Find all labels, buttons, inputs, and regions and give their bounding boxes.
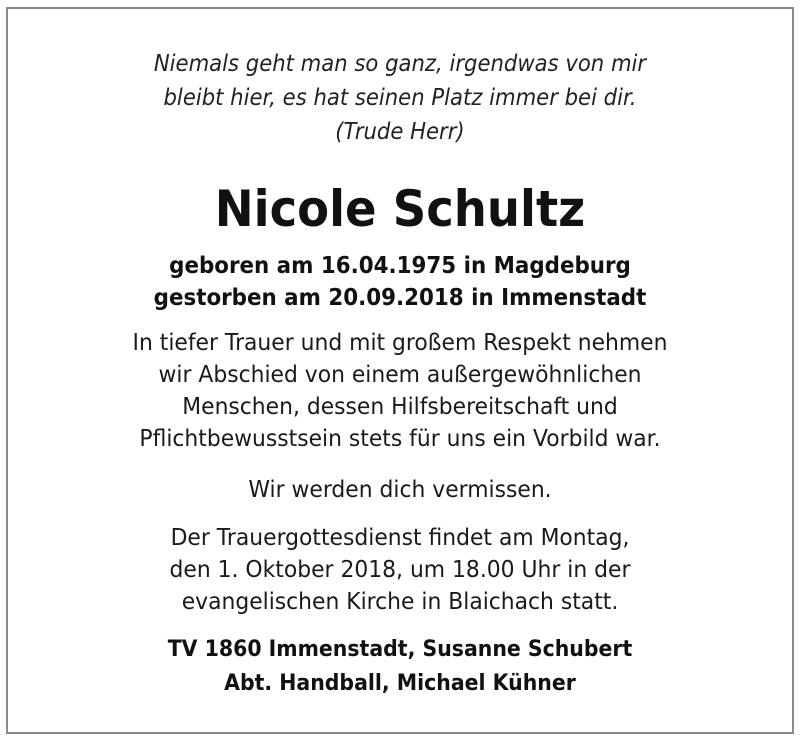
birth-date: geboren am 16.04.1975 in Magdeburg <box>169 253 631 279</box>
service-line-1: Der Trauergottesdienst findet am Montag, <box>170 525 630 551</box>
service-line-2: den 1. Oktober 2018, um 18.00 Uhr in der <box>169 557 631 583</box>
death-date: gestorben am 20.09.2018 in Immenstadt <box>153 285 647 311</box>
quote-line-1: Niemals geht man so ganz, irgendwas von mir <box>153 51 647 77</box>
obituary-frame <box>6 7 794 734</box>
signature-line-1: TV 1860 Immenstadt, Susanne Schubert <box>167 637 633 662</box>
quote-attribution: (Trude Herr) <box>335 119 465 145</box>
service-line-3: evangelischen Kirche in Blaichach statt. <box>181 589 619 615</box>
quote-line-2: bleibt hier, es hat seinen Platz immer bei dir. <box>163 85 637 111</box>
message-line-4: Pflichtbewusstsein stets für uns ein Vorbild war. <box>139 426 661 452</box>
message-line-2: wir Abschied von einem außergewöhnlichen <box>158 362 642 388</box>
deceased-name: Nicole Schultz <box>214 180 586 238</box>
message-line-3: Menschen, dessen Hilfsbereitschaft und <box>182 394 618 420</box>
farewell-text: Wir werden dich vermissen. <box>248 477 552 503</box>
message-line-1: In tiefer Trauer und mit großem Respekt nehmen <box>132 330 668 356</box>
signature-line-2: Abt. Handball, Michael Kühner <box>224 671 576 696</box>
